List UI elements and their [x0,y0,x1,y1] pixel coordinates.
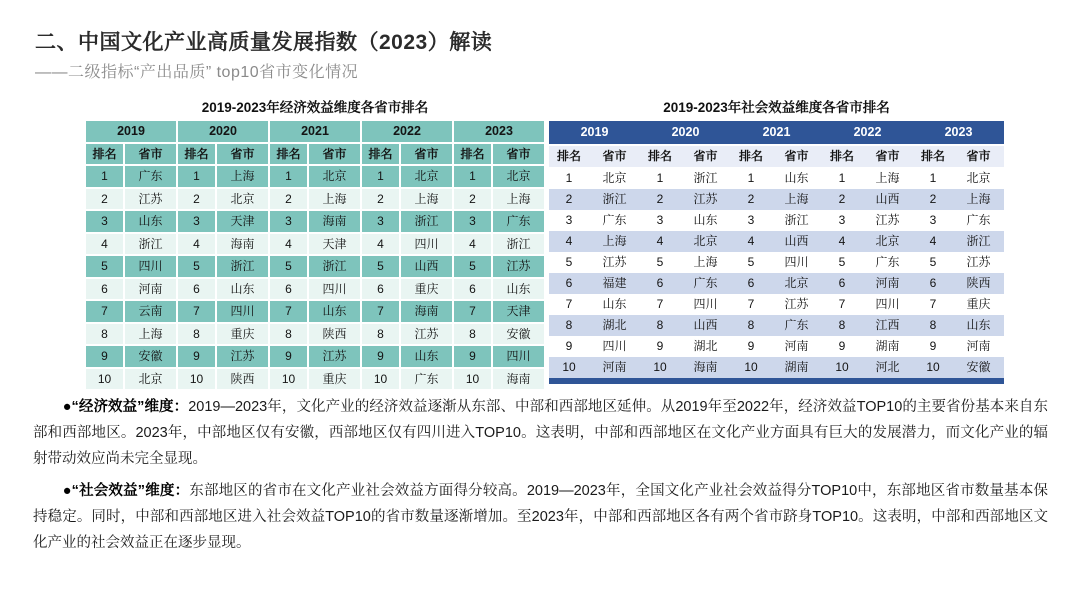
province-cell: 江苏 [493,256,544,277]
rank-cell: 5 [913,252,953,273]
rank-cell: 7 [822,294,862,315]
rank-cell: 8 [178,324,215,345]
province-cell: 山西 [862,189,913,210]
rank-cell: 4 [362,234,399,255]
rank-cell: 5 [178,256,215,277]
province-cell: 上海 [309,189,360,210]
province-cell: 浙江 [953,231,1004,252]
province-cell: 广东 [771,315,822,336]
province-cell: 北京 [125,369,176,390]
rank-cell: 4 [822,231,862,252]
col-header-cell: 排名 [454,144,491,165]
col-header-cell: 排名 [913,146,953,168]
province-cell: 江苏 [771,294,822,315]
province-cell: 上海 [493,189,544,210]
rank-cell: 1 [270,166,307,187]
economic-table-grid [86,121,544,389]
province-cell: 北京 [401,166,452,187]
province-cell: 山东 [217,279,268,300]
rank-cell: 4 [178,234,215,255]
province-cell: 广东 [493,211,544,232]
col-header-cell: 排名 [731,146,771,168]
rank-cell: 10 [454,369,491,390]
rank-cell: 6 [454,279,491,300]
rank-cell: 6 [86,279,123,300]
col-header-cell: 排名 [178,144,215,165]
province-cell: 海南 [217,234,268,255]
province-cell: 天津 [493,301,544,322]
rank-cell: 10 [362,369,399,390]
province-cell: 广东 [953,210,1004,231]
rank-cell: 10 [822,357,862,378]
economic-note-label: ●“经济效益”维度： [62,399,189,415]
rank-cell: 5 [270,256,307,277]
province-cell: 上海 [125,324,176,345]
col-header-cell: 省市 [217,144,268,165]
rank-cell: 5 [86,256,123,277]
rank-cell: 7 [731,294,771,315]
rank-cell: 10 [178,369,215,390]
rank-cell: 6 [822,273,862,294]
rank-cell: 9 [454,346,491,367]
rank-cell: 4 [549,231,589,252]
province-cell: 山东 [125,211,176,232]
rank-cell: 6 [549,273,589,294]
rank-cell: 9 [913,336,953,357]
rank-cell: 4 [270,234,307,255]
province-cell: 海南 [493,369,544,390]
rank-cell: 3 [640,210,680,231]
province-cell: 安徽 [125,346,176,367]
province-cell: 湖南 [862,336,913,357]
rank-cell: 3 [86,211,123,232]
rank-cell: 4 [913,231,953,252]
rank-cell: 6 [362,279,399,300]
rank-cell: 4 [640,231,680,252]
economic-note-text: 2019—2023年，文化产业的经济效益逐渐从东部、中部和西部地区延伸。从2019年至2022年，经济效益TOP10的主要省份基本来自东部和西部地区。2023年，中部地区仅有安徽，西部地区仅有四川进入TOP10。这表明，中部和西部地区在文化产业方面具有巨大的发展潜力，而文化产业的辐射带动效应尚未完全显现。 [33,399,1048,467]
province-cell: 广东 [680,273,731,294]
province-cell: 江苏 [862,210,913,231]
province-cell: 上海 [771,189,822,210]
province-cell: 上海 [862,168,913,189]
rank-cell: 5 [362,256,399,277]
rank-cell: 7 [86,301,123,322]
rank-cell: 2 [270,189,307,210]
rank-cell: 3 [913,210,953,231]
col-header-cell: 省市 [771,146,822,168]
year-header-cell: 2020 [178,121,268,142]
province-cell: 山东 [771,168,822,189]
province-cell: 山西 [771,231,822,252]
province-cell: 重庆 [401,279,452,300]
rank-cell: 9 [178,346,215,367]
province-cell: 广东 [862,252,913,273]
social-note-label: ●“社会效益”维度： [62,483,190,499]
rank-cell: 2 [362,189,399,210]
province-cell: 陕西 [309,324,360,345]
rank-cell: 8 [86,324,123,345]
province-cell: 山东 [309,301,360,322]
col-header-cell: 省市 [401,144,452,165]
rank-cell: 5 [454,256,491,277]
province-cell: 广东 [401,369,452,390]
rank-cell: 3 [454,211,491,232]
province-cell: 天津 [309,234,360,255]
rank-cell: 3 [178,211,215,232]
economic-table-title: 2019-2023年经济效益维度各省市排名 [201,100,429,115]
province-cell: 陕西 [953,273,1004,294]
rank-cell: 8 [362,324,399,345]
province-cell: 北京 [589,168,640,189]
province-cell: 浙江 [493,234,544,255]
province-cell: 上海 [217,166,268,187]
year-header-cell: 2019 [86,121,176,142]
province-cell: 湖北 [589,315,640,336]
province-cell: 山东 [401,346,452,367]
province-cell: 江苏 [953,252,1004,273]
province-cell: 四川 [401,234,452,255]
rank-cell: 8 [270,324,307,345]
rank-cell: 8 [454,324,491,345]
rank-cell: 9 [731,336,771,357]
province-cell: 四川 [309,279,360,300]
province-cell: 海南 [309,211,360,232]
province-cell: 海南 [401,301,452,322]
rank-cell: 4 [86,234,123,255]
year-header-cell: 2021 [731,121,822,146]
province-cell: 河南 [589,357,640,378]
rank-cell: 1 [549,168,589,189]
col-header-cell: 省市 [493,144,544,165]
social-note [33,478,1048,556]
rank-cell: 9 [822,336,862,357]
rank-cell: 3 [822,210,862,231]
province-cell: 北京 [493,166,544,187]
rank-cell: 2 [822,189,862,210]
province-cell: 安徽 [953,357,1004,378]
province-cell: 重庆 [217,324,268,345]
province-cell: 北京 [771,273,822,294]
rank-cell: 2 [178,189,215,210]
rank-cell: 8 [913,315,953,336]
rank-cell: 10 [731,357,771,378]
province-cell: 浙江 [401,211,452,232]
year-header-cell: 2020 [640,121,731,146]
rank-cell: 4 [731,231,771,252]
province-cell: 天津 [217,211,268,232]
social-table-title: 2019-2023年社会效益维度各省市排名 [663,100,890,115]
rank-cell: 7 [362,301,399,322]
year-header-cell: 2023 [454,121,544,142]
province-cell: 湖北 [680,336,731,357]
col-header-cell: 排名 [86,144,123,165]
province-cell: 云南 [125,301,176,322]
col-header-cell: 排名 [362,144,399,165]
rank-cell: 6 [270,279,307,300]
province-cell: 湖南 [771,357,822,378]
rank-cell: 9 [86,346,123,367]
province-cell: 山东 [589,294,640,315]
rank-cell: 3 [270,211,307,232]
province-cell: 山东 [953,315,1004,336]
province-cell: 北京 [217,189,268,210]
col-header-cell: 省市 [589,146,640,168]
rank-cell: 1 [454,166,491,187]
rank-cell: 1 [178,166,215,187]
rank-cell: 10 [86,369,123,390]
year-header-cell: 2023 [913,121,1004,146]
province-cell: 江苏 [589,252,640,273]
rank-cell: 6 [731,273,771,294]
rank-cell: 5 [640,252,680,273]
province-cell: 河南 [771,336,822,357]
col-header-cell: 排名 [640,146,680,168]
province-cell: 江苏 [401,324,452,345]
rank-cell: 8 [640,315,680,336]
rank-cell: 9 [549,336,589,357]
col-header-cell: 省市 [309,144,360,165]
social-table-grid [549,121,1004,378]
rank-cell: 10 [913,357,953,378]
rank-cell: 6 [913,273,953,294]
province-cell: 河南 [862,273,913,294]
province-cell: 浙江 [125,234,176,255]
year-header-cell: 2021 [270,121,360,142]
province-cell: 上海 [401,189,452,210]
province-cell: 上海 [680,252,731,273]
year-header-cell: 2022 [362,121,452,142]
rank-cell: 5 [731,252,771,273]
col-header-cell: 排名 [270,144,307,165]
province-cell: 山西 [401,256,452,277]
rank-cell: 7 [454,301,491,322]
rank-cell: 1 [822,168,862,189]
province-cell: 浙江 [771,210,822,231]
province-cell: 重庆 [953,294,1004,315]
rank-cell: 7 [640,294,680,315]
rank-cell: 2 [913,189,953,210]
year-header-cell: 2019 [549,121,640,146]
province-cell: 上海 [589,231,640,252]
col-header-cell: 排名 [549,146,589,168]
social-table-panel [549,98,1004,384]
province-cell: 四川 [125,256,176,277]
province-cell: 山西 [680,315,731,336]
province-cell: 浙江 [217,256,268,277]
province-cell: 四川 [771,252,822,273]
province-cell: 北京 [309,166,360,187]
province-cell: 四川 [680,294,731,315]
rank-cell: 8 [549,315,589,336]
year-header-cell: 2022 [822,121,913,146]
rank-cell: 7 [178,301,215,322]
province-cell: 浙江 [680,168,731,189]
col-header-cell: 排名 [822,146,862,168]
rank-cell: 10 [270,369,307,390]
rank-cell: 2 [640,189,680,210]
rank-cell: 5 [822,252,862,273]
province-cell: 广东 [125,166,176,187]
rank-cell: 2 [86,189,123,210]
province-cell: 山东 [680,210,731,231]
rank-cell: 2 [549,189,589,210]
col-header-cell: 省市 [125,144,176,165]
province-cell: 江苏 [680,189,731,210]
analysis-notes [33,394,1048,562]
social-table-bottom-bar [549,378,1004,384]
province-cell: 江苏 [309,346,360,367]
slide-header [35,26,492,82]
province-cell: 安徽 [493,324,544,345]
rank-cell: 7 [270,301,307,322]
rank-cell: 7 [549,294,589,315]
rank-cell: 8 [731,315,771,336]
province-cell: 北京 [953,168,1004,189]
col-header-cell: 省市 [862,146,913,168]
province-cell: 北京 [862,231,913,252]
rank-cell: 7 [913,294,953,315]
province-cell: 江苏 [217,346,268,367]
rank-cell: 1 [640,168,680,189]
rank-cell: 10 [549,357,589,378]
province-cell: 浙江 [309,256,360,277]
province-cell: 四川 [862,294,913,315]
rank-cell: 2 [731,189,771,210]
rank-cell: 6 [178,279,215,300]
province-cell: 陕西 [217,369,268,390]
page-title: 二、中国文化产业高质量发展指数（2023）解读 [35,31,493,54]
economic-note [33,394,1048,472]
rank-cell: 1 [362,166,399,187]
rank-cell: 9 [362,346,399,367]
province-cell: 河南 [125,279,176,300]
economic-table-panel [86,98,544,389]
rank-cell: 9 [270,346,307,367]
social-note-text: 东部地区的省市在文化产业社会效益方面得分较高。2019—2023年，全国文化产业社会效益得分TOP10中，东部地区省市数量基本保持稳定。同时，中部和西部地区进入社会效益TOP10的省市数量逐渐增加。至2023年，中部和西部地区各有两个省市跻身TOP10。这表明，中部和西部地区文化产业的社会效益正在逐步显现。 [33,483,1049,551]
rank-cell: 10 [640,357,680,378]
col-header-cell: 省市 [680,146,731,168]
province-cell: 海南 [680,357,731,378]
rank-cell: 2 [454,189,491,210]
province-cell: 河南 [953,336,1004,357]
province-cell: 浙江 [589,189,640,210]
rank-cell: 8 [822,315,862,336]
col-header-cell: 省市 [953,146,1004,168]
province-cell: 山东 [493,279,544,300]
rank-cell: 1 [86,166,123,187]
rank-cell: 1 [731,168,771,189]
rank-cell: 9 [640,336,680,357]
page-subtitle: ——二级指标“产出品质” top10省市变化情况 [35,64,359,81]
rank-cell: 4 [454,234,491,255]
rank-cell: 5 [549,252,589,273]
rank-cell: 1 [913,168,953,189]
province-cell: 江西 [862,315,913,336]
province-cell: 四川 [217,301,268,322]
province-cell: 福建 [589,273,640,294]
province-cell: 广东 [589,210,640,231]
province-cell: 重庆 [309,369,360,390]
province-cell: 四川 [493,346,544,367]
rank-cell: 3 [731,210,771,231]
province-cell: 江苏 [125,189,176,210]
rank-cell: 6 [640,273,680,294]
rank-cell: 3 [549,210,589,231]
province-cell: 河北 [862,357,913,378]
rank-cell: 3 [362,211,399,232]
province-cell: 上海 [953,189,1004,210]
province-cell: 四川 [589,336,640,357]
province-cell: 北京 [680,231,731,252]
